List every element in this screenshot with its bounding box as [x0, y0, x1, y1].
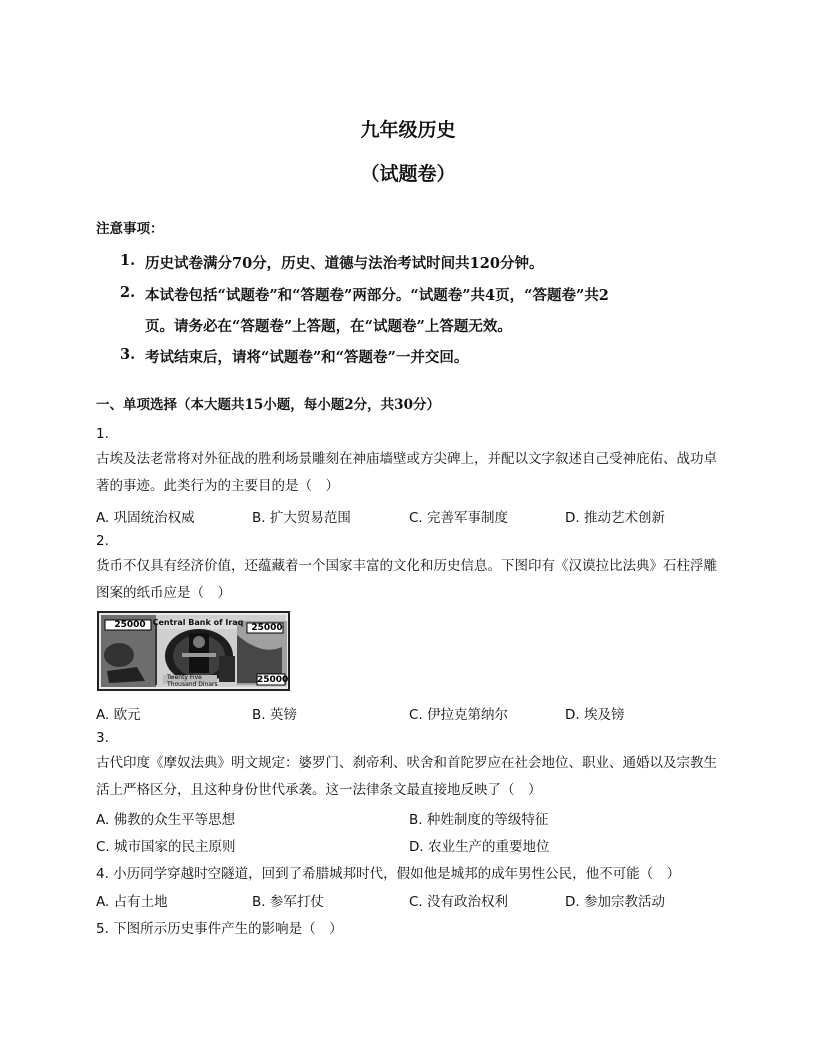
notice-item-3-num: 3.: [120, 346, 136, 363]
question-1-number: 1.: [96, 426, 109, 442]
notice-item-2-text-line1: 本试卷包括“试题卷”和“答题卷”两部分。“试题卷”共4页，“答题卷”共2: [145, 287, 609, 304]
notice-item-1-text: 历史试卷满分70分，历史、道德与法治考试时间共120分钟。: [145, 255, 544, 272]
notice-heading: 注意事项：: [96, 221, 164, 237]
iraqi-dinar-banknote-image: [97, 611, 290, 691]
notice-item-1-num: 1.: [120, 252, 136, 269]
question-3-number: 3.: [96, 730, 109, 746]
question-3-text: 古代印度《摩奴法典》明文规定：婆罗门、刹帝利、吠舍和首陀罗应在社会地位、职业、通婚以及宗教生活上严格区分，且这种身份世代承袭。这一法律条文最直接地反映了（ ）: [96, 755, 717, 798]
question-3-option-a[interactable]: A. 佛教的众生平等思想: [96, 812, 236, 828]
question-5-text: 5. 下图所示历史事件产生的影响是（ ）: [96, 921, 343, 937]
question-4-option-a[interactable]: A. 占有土地: [96, 894, 168, 910]
question-1-text: 古埃及法老常将对外征战的胜利场景雕刻在神庙墙壁或方尖碑上，并配以文字叙述自己受神庇佑、战功卓著的事迹。此类行为的主要目的是（ ）: [96, 451, 717, 494]
page-title: 九年级历史: [360, 119, 456, 141]
question-3-option-d[interactable]: D. 农业生产的重要地位: [409, 839, 550, 855]
question-4-option-b[interactable]: B. 参军打仗: [252, 894, 324, 910]
notice-item-2-text-line2: 页。请务必在“答题卷”上答题，在“试题卷”上答题无效。: [145, 318, 512, 335]
question-2-option-b[interactable]: B. 英镑: [252, 707, 297, 723]
question-2-option-a[interactable]: A. 欧元: [96, 707, 141, 723]
question-1-option-a[interactable]: A. 巩固统治权威: [96, 510, 195, 526]
question-2-text: 货币不仅具有经济价值，还蕴藏着一个国家丰富的文化和历史信息。下图印有《汉谟拉比法典》石柱浮雕图案的纸币应是（ ）: [96, 558, 717, 601]
notice-item-2-num: 2.: [120, 284, 136, 301]
page-subtitle: （试题卷）: [360, 163, 456, 185]
question-4-option-d[interactable]: D. 参加宗教活动: [565, 894, 665, 910]
banknote-denomination-top-left: 25000: [114, 620, 146, 630]
question-4-option-c[interactable]: C. 没有政治权利: [409, 894, 509, 910]
question-1-option-d[interactable]: D. 推动艺术创新: [565, 510, 665, 526]
question-3-option-b[interactable]: B. 种姓制度的等级特征: [409, 812, 549, 828]
notice-item-3-text: 考试结束后，请将“试题卷”和“答题卷”一并交回。: [145, 349, 469, 366]
banknote-denomination-top-right: 25000: [251, 623, 283, 633]
banknote-bank-name: Central Bank of Iraq: [152, 618, 244, 627]
question-3-option-c[interactable]: C. 城市国家的民主原则: [96, 839, 236, 855]
question-2-option-c[interactable]: C. 伊拉克第纳尔: [409, 707, 509, 723]
banknote-value-words: Twenty Five Thousand Dinars: [167, 674, 218, 688]
question-1-option-b[interactable]: B. 扩大贸易范围: [252, 510, 351, 526]
section-heading: 一、单项选择（本大题共15小题，每小题2分，共30分）: [96, 397, 440, 413]
question-2-number: 2.: [96, 533, 109, 549]
banknote-denomination-bottom-right: 25000: [257, 675, 289, 685]
question-2-option-d[interactable]: D. 埃及镑: [565, 707, 625, 723]
question-4-text: 4. 小历同学穿越时空隧道，回到了希腊城邦时代，假如他是城邦的成年男性公民，他不可能（ ）: [96, 866, 681, 882]
question-1-option-c[interactable]: C. 完善军事制度: [409, 510, 509, 526]
